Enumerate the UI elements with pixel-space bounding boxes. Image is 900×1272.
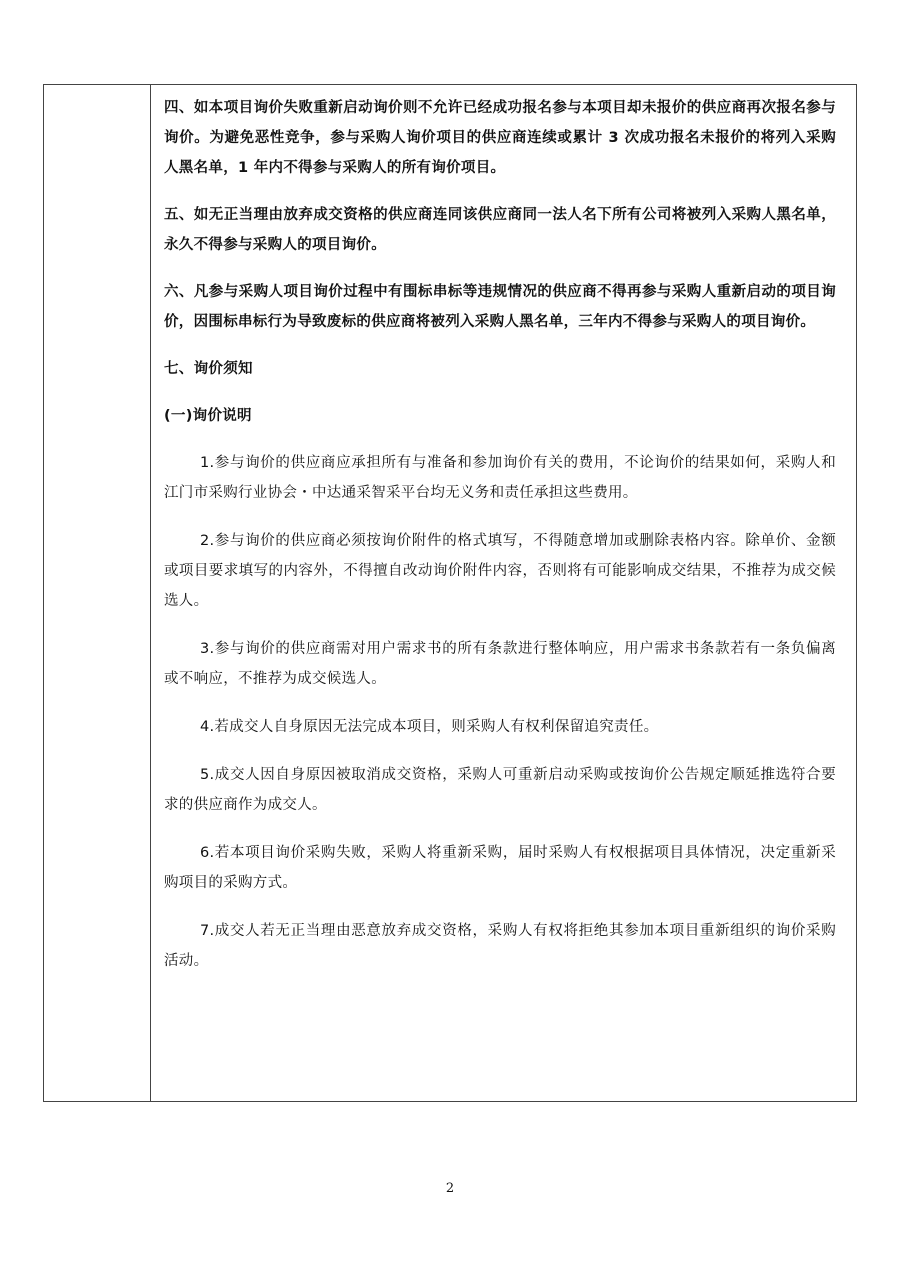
list-item: 5.成交人因自身原因被取消成交资格，采购人可重新启动采购或按询价公告规定顺延推选符合要求的供应商作为成交人。 — [164, 767, 836, 813]
section-5-text: 五、如无正当理由放弃成交资格的供应商连同该供应商同一法人名下所有公司将被列入采购人黑名单，永久不得参与采购人的项目询价。 — [164, 207, 836, 253]
list-item: 1.参与询价的供应商应承担所有与准备和参加询价有关的费用，不论询价的结果如何，采购人和江门市采购行业协会・中达通采智采平台均无义务和责任承担这些费用。 — [164, 455, 836, 501]
list-item: 6.若本项目询价采购失败，采购人将重新采购，届时采购人有权根据项目具体情况，决定重新采购项目的采购方式。 — [164, 845, 836, 891]
section-4-text: 四、如本项目询价失败重新启动询价则不允许已经成功报名参与本项目却未报价的供应商再次报名参与询价。为避免恶性竞争，参与采购人询价项目的供应商连续或累计 3 次成功报名未报价的将列入采购人黑名单，1 年内不得参与采购人的所有询价项目。 — [164, 100, 836, 176]
content-table — [43, 84, 857, 1102]
list-item: 3.参与询价的供应商需对用户需求书的所有条款进行整体响应，用户需求书条款若有一条负偏离或不响应，不推荐为成交候选人。 — [164, 641, 836, 687]
subsection-1-heading: (一)询价说明 — [164, 408, 252, 424]
list-item: 7.成交人若无正当理由恶意放弃成交资格，采购人有权将拒绝其参加本项目重新组织的询价采购活动。 — [164, 923, 836, 969]
section-6-text: 六、凡参与采购人项目询价过程中有围标串标等违规情况的供应商不得再参与采购人重新启动的项目询价，因围标串标行为导致废标的供应商将被列入采购人黑名单，三年内不得参与采购人的项目询价。 — [164, 284, 836, 330]
column-divider — [150, 85, 151, 1101]
list-item: 2.参与询价的供应商必须按询价附件的格式填写，不得随意增加或删除表格内容。除单价、金额或项目要求填写的内容外，不得擅自改动询价附件内容，否则将有可能影响成交结果，不推荐为成交候选人。 — [164, 533, 836, 609]
table-content-cell — [164, 93, 836, 976]
page-number: 2 — [445, 1181, 455, 1196]
list-item: 4.若成交人自身原因无法完成本项目，则采购人有权利保留追究责任。 — [200, 719, 659, 735]
section-7-heading: 七、询价须知 — [164, 361, 253, 377]
